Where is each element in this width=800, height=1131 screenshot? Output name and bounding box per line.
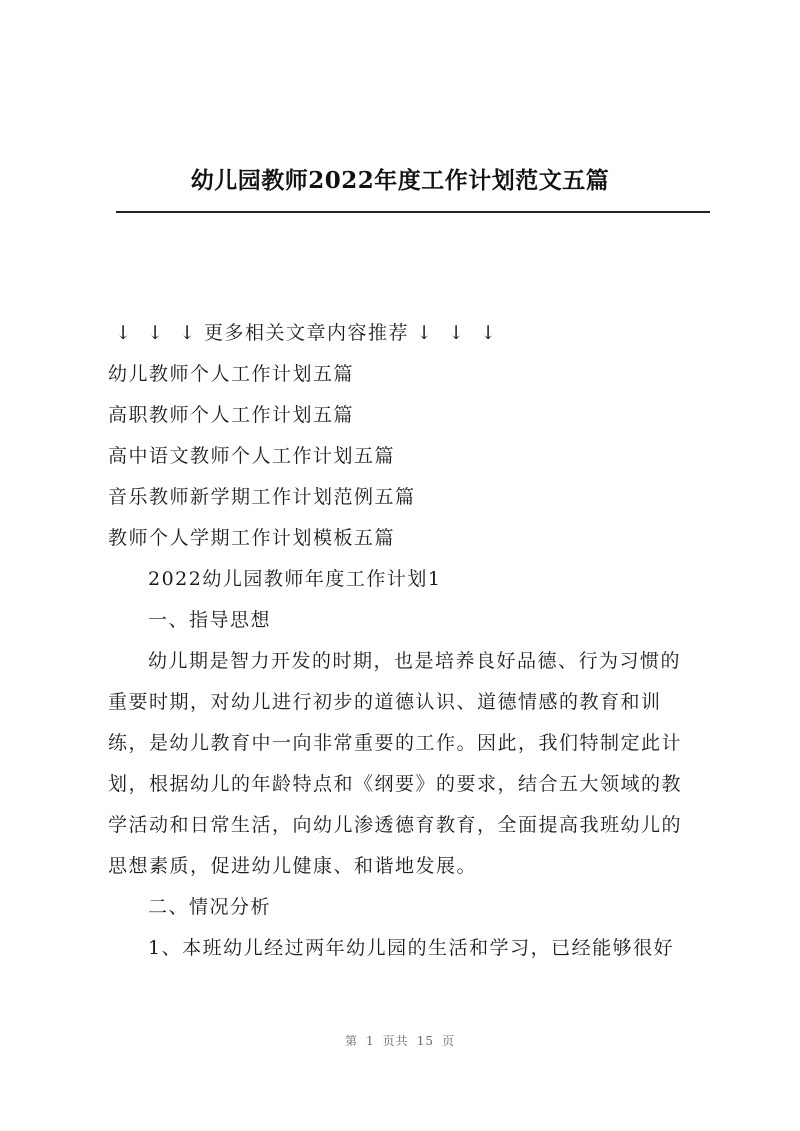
paragraph-line: 思想素质，促进幼儿健康、和谐地发展。 — [108, 855, 478, 877]
paragraph-line: 划，根据幼儿的年龄特点和《纲要》的要求，结合五大领域的教 — [108, 773, 683, 795]
down-arrow-icon: ↓ — [179, 322, 197, 344]
down-arrow-icon: ↓ — [115, 322, 133, 344]
recommend-link[interactable]: 教师个人学期工作计划模板五篇 — [108, 527, 396, 549]
title-divider — [116, 211, 710, 213]
paragraph-line: 练，是幼儿教育中一向非常重要的工作。因此，我们特制定此计 — [108, 732, 683, 754]
recommend-heading: 更多相关文章内容推荐 — [204, 322, 410, 344]
footer-total-pages: 15 — [416, 1034, 434, 1048]
footer-middle: 页共 — [382, 1034, 409, 1048]
section-heading: 一、指导思想 — [148, 609, 272, 631]
recommend-heading-row — [108, 313, 718, 354]
down-arrow-icon: ↓ — [480, 322, 498, 344]
down-arrow-icon: ↓ — [448, 322, 466, 344]
plan-title: 2022幼儿园教师年度工作计划1 — [148, 568, 442, 590]
section-heading: 二、情况分析 — [148, 896, 272, 918]
document-title: 幼儿园教师2022年度工作计划范文五篇 — [190, 167, 610, 194]
footer-page-number: 1 — [366, 1034, 375, 1048]
paragraph-line: 幼儿期是智力开发的时期，也是培养良好品德、行为习惯的 — [148, 650, 682, 672]
footer-suffix: 页 — [441, 1034, 455, 1048]
paragraph-line: 重要时期，对幼儿进行初步的道德认识、道德情感的教育和训 — [108, 691, 662, 713]
recommend-link[interactable]: 高中语文教师个人工作计划五篇 — [108, 445, 396, 467]
down-arrow-icon: ↓ — [416, 322, 434, 344]
recommend-link[interactable]: 高职教师个人工作计划五篇 — [108, 404, 355, 426]
footer-prefix: 第 — [345, 1034, 359, 1048]
recommend-link[interactable]: 音乐教师新学期工作计划范例五篇 — [108, 486, 416, 508]
document-body — [108, 313, 718, 969]
paragraph-line: 学活动和日常生活，向幼儿渗透德育教育，全面提高我班幼儿的 — [108, 814, 683, 836]
down-arrow-icon: ↓ — [147, 322, 165, 344]
paragraph-line: 1、本班幼儿经过两年幼儿园的生活和学习，已经能够很好 — [148, 937, 675, 959]
recommend-link[interactable]: 幼儿教师个人工作计划五篇 — [108, 363, 355, 385]
page-footer — [0, 1032, 800, 1049]
